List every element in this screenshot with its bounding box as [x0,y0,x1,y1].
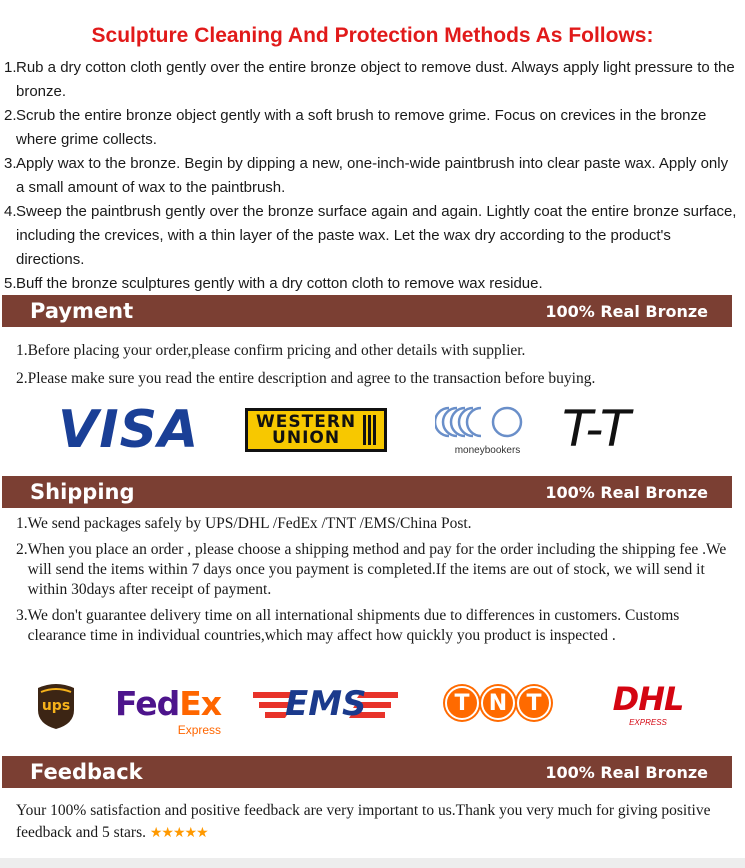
tt-logo: T-T [562,400,631,458]
dhl-logo [598,680,698,727]
cleaning-step [4,56,740,104]
step-text: Sweep the paintbrush gently over the bronze surface again and again. Lightly coat the entire bronze surface, including the crevices, with a thin layer of the paste wax. Let the wax dry according to the product's directions. [16,203,737,268]
shipping-header-bar [2,476,732,508]
list-item [16,540,728,600]
step-number: 4. [4,203,17,220]
tnt-letter: T [526,690,542,716]
ups-logo [36,682,76,735]
feedback-header-bar [2,756,732,788]
item-number: 2. [16,370,28,387]
item-number: 2. [16,541,28,558]
step-number: 1. [4,59,17,76]
fedex-wordmark [115,684,221,723]
feedback-heading: Feedback [30,760,143,784]
tnt-circle [445,686,479,720]
western-union-bars-icon [361,415,376,445]
fedex-ex: Ex [179,684,222,723]
item-text: Please make sure you read the entire description and agree to the transaction before buying. [27,370,596,387]
payment-header-bar [2,295,732,327]
feedback-message: Your 100% satisfaction and positive feedback are very important to us.Thank you very much for giving positive feedback and 5 stars. [16,802,711,841]
item-text: We send packages safely by UPS/DHL /FedEx /TNT /EMS/China Post. [27,515,472,532]
list-item [16,606,728,646]
page-title: Sculpture Cleaning And Protection Methods As Follows: [91,24,654,47]
cleaning-step [4,200,740,272]
western-union-line1: WESTERN [256,412,357,432]
step-text: Buff the bronze sculptures gently with a dry cotton cloth to remove wax residue. [16,275,543,292]
item-number: 1. [16,515,28,532]
five-star-icon: ★★★★★ [149,825,208,841]
tnt-letter: N [488,690,508,716]
cleaning-step [4,272,740,296]
payment-heading: Payment [30,299,134,323]
step-number: 2. [4,107,17,124]
step-text: Rub a dry cotton cloth gently over the entire bronze object to remove dust. Always apply light pressure to the bronze. [16,59,735,100]
tnt-letter: T [454,690,470,716]
item-number: 1. [16,342,28,359]
ems-text: EMS [285,684,367,724]
moneybookers-logo [435,404,540,456]
feedback-text [16,800,728,844]
real-bronze-badge: 100% Real Bronze [545,762,708,782]
list-item [16,365,728,393]
item-text: Before placing your order,please confirm pricing and other details with supplier. [27,342,526,359]
cleaning-steps [4,56,740,296]
visa-logo: VISA [58,400,200,460]
western-union-line2: UNION [272,428,341,448]
list-item [16,337,728,365]
cleaning-step [4,104,740,152]
ups-text: ups [41,698,71,714]
item-text: We don't guarantee delivery time on all international shipments due to differences in customers. Customs clearance time in individual countries,which may affect how quickly you product is inspected . [27,607,680,644]
shipping-heading: Shipping [30,480,135,504]
shipping-list [16,514,728,646]
fedex-fe: Fed [115,684,180,723]
item-number: 3. [16,607,28,624]
payment-list [16,337,728,393]
list-item [16,514,728,534]
footer-divider [0,858,745,868]
dhl-text: DHL [612,680,684,718]
western-union-logo [245,408,387,452]
step-number: 5. [4,275,17,292]
moneybookers-text: moneybookers [454,445,521,456]
item-text: When you place an order , please choose a shipping method and pay for the order including the shipping fee .We will send the items within 7 days once you payment is completed.If the items are out of stock, we will send it within 30days after receipt of payment. [27,541,727,598]
real-bronze-badge: 100% Real Bronze [545,301,708,321]
tnt-logo [445,686,553,720]
moneybookers-waves-icon [435,404,540,440]
cleaning-step [4,152,740,200]
western-union-text [256,414,356,446]
step-text: Apply wax to the bronze. Begin by dipping a new, one-inch-wide paintbrush into clear paste wax. Apply only a small amount of wax to the paintbrush. [16,155,729,196]
tnt-circle [481,686,515,720]
step-text: Scrub the entire bronze object gently with a soft brush to remove grime. Focus on crevices in the bronze where grime collects. [16,107,707,148]
step-number: 3. [4,155,17,172]
fedex-logo [115,684,221,737]
dhl-sub: EXPRESS [629,718,667,727]
ems-logo [253,684,398,728]
real-bronze-badge: 100% Real Bronze [545,482,708,502]
fedex-sub: Express [177,723,222,737]
tnt-circle [517,686,551,720]
